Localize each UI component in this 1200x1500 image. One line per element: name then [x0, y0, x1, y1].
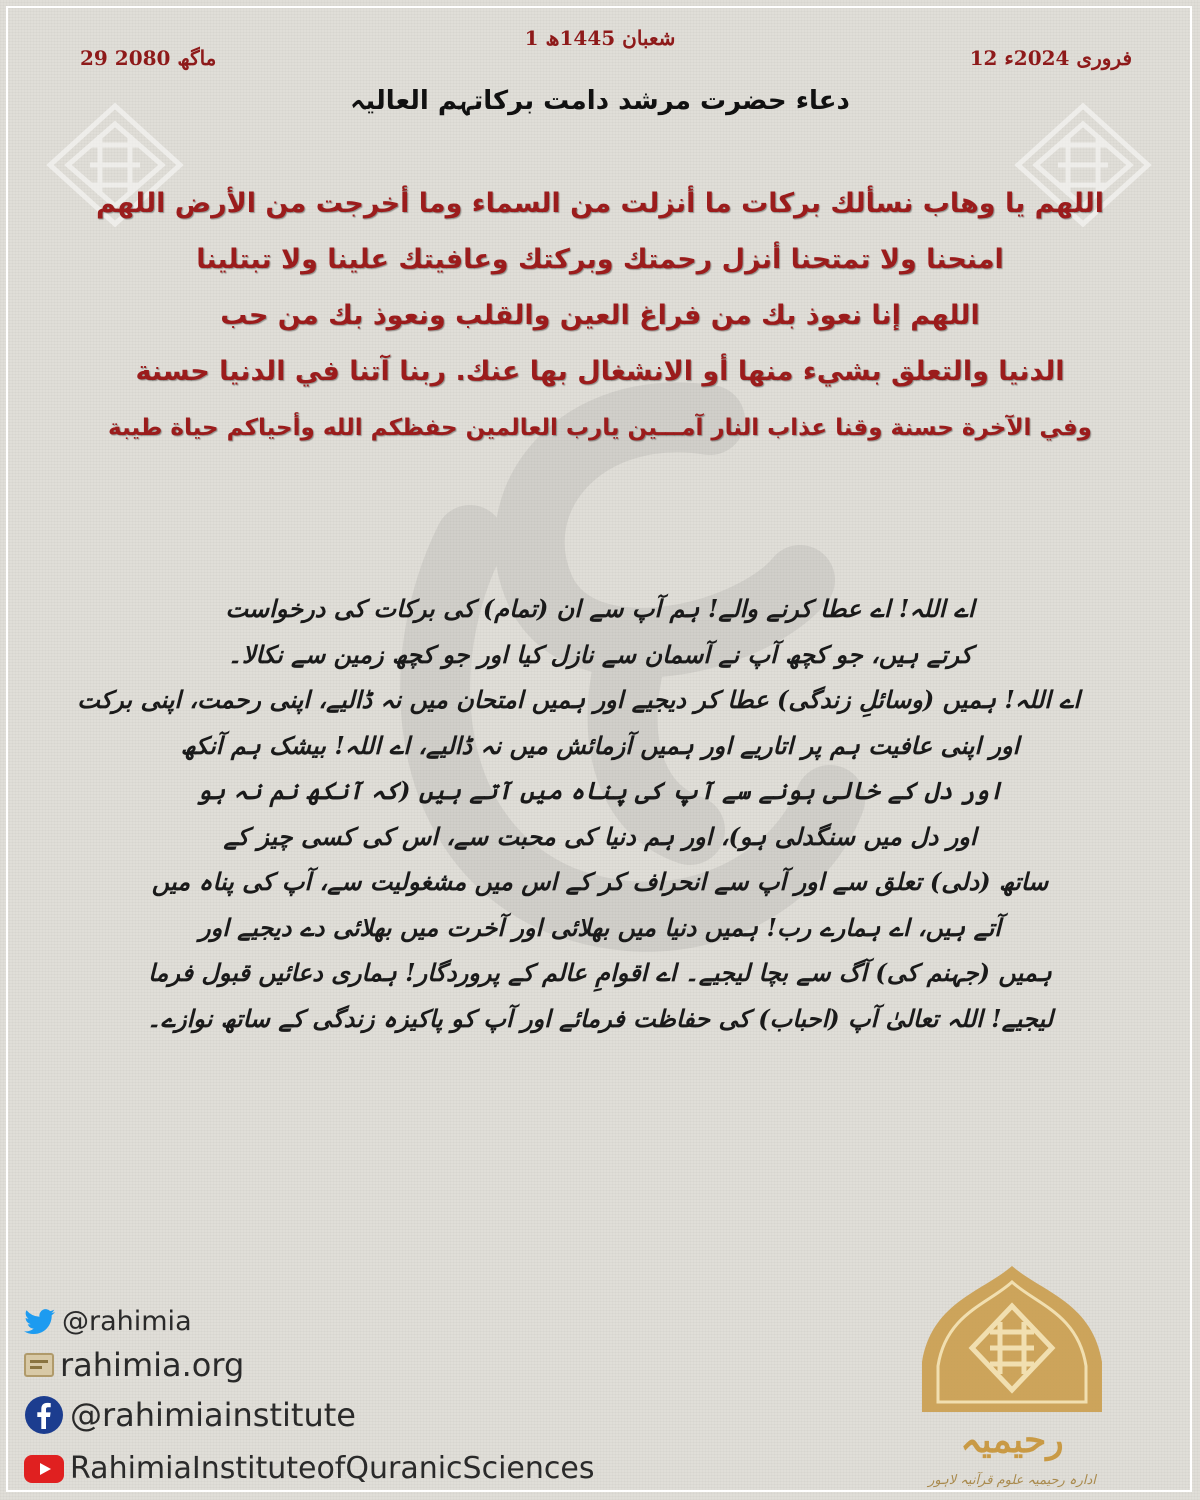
- twitter-handle: @rahimia: [62, 1306, 192, 1337]
- arabic-line: اللهم إنا نعوذ بك من فراغ العين والقلب ونعوذ بك من حب: [220, 300, 980, 331]
- facebook-link[interactable]: [24, 1395, 356, 1435]
- youtube-icon: [24, 1455, 64, 1483]
- web-icon: [24, 1352, 54, 1378]
- hijri-date: 1 شعبان 1445ھ: [524, 26, 676, 50]
- youtube-link[interactable]: [24, 1451, 594, 1486]
- page-title: دعاء حضرت مرشد دامت برکاتہم العالیہ: [350, 86, 850, 116]
- gregorian-bikrami-date: 29 ماگھ 2080: [80, 46, 217, 70]
- urdu-line: اور اپنی عافیت ہم پر اتاریے اور ہمیں آزمائش میں نہ ڈالیے، اے اللہ! بیشک ہم آنکھ: [180, 730, 1020, 760]
- twitter-link[interactable]: [24, 1306, 192, 1337]
- youtube-channel: RahimiaInstituteofQuranicSciences: [70, 1451, 595, 1486]
- gregorian-date: 12 فروری 2024ء: [969, 46, 1132, 70]
- twitter-icon: [24, 1309, 56, 1335]
- urdu-line: ہمیں (جہنم کی) آگ سے بچا لیجیے۔ اے اقوامِ عالم کے پروردگار! ہماری دعائیں قبول فرما: [148, 958, 1052, 987]
- arabic-dua: [80, 176, 1120, 456]
- website-link[interactable]: [24, 1346, 244, 1384]
- urdu-translation: [77, 586, 1080, 1041]
- arabic-line: وفي الآخرة حسنة وقنا عذاب النار آمـــين يارب العالمين حفظكم الله وأحياكم حياة طيبة: [108, 415, 1092, 441]
- arabic-line: الدنيا والتعلق بشيء منها أو الانشغال بها عنك. ربنا آتنا في الدنيا حسنة: [135, 356, 1065, 387]
- urdu-line: اے اللہ! ہمیں (وسائلِ زندگی) عطا کر دیجیے اور ہمیں امتحان میں نہ ڈالیے، اپنی رحمت، اپنی برکت: [77, 685, 1080, 714]
- logo-name: رحیمیہ: [960, 1419, 1064, 1461]
- website-url: rahimia.org: [60, 1346, 245, 1384]
- urdu-line: اور دل میں سنگدلی ہو)، اور ہم دنیا کی محبت سے، اس کی کسی چیز کے: [223, 821, 977, 851]
- arabic-line: امنحنا ولا تمتحنا أنزل رحمتك وبركتك وعافيتك علينا ولا تبتلينا: [196, 244, 1004, 275]
- urdu-line: کرتے ہیں، جو کچھ آپ نے آسمان سے نازل کیا اور جو کچھ زمین سے نکالا۔: [227, 639, 973, 669]
- facebook-handle: @rahimiainstitute: [70, 1396, 356, 1434]
- urdu-line: ساتھ (دلی) تعلق سے اور آپ سے انحراف کر کے اس میں مشغولیت سے، آپ کی پناہ میں: [151, 867, 1049, 896]
- facebook-icon: [24, 1395, 64, 1435]
- urdu-line: آتے ہیں، اے ہمارے رب! ہمیں دنیا میں بھلائی اور آخرت میں بھلائی دے دیجیے اور: [199, 912, 1001, 942]
- arabic-line: اللهم يا وهاب نسألك بركات ما أنزلت من السماء وما أخرجت من الأرض اللهم: [95, 188, 1105, 219]
- rahimia-logo: [912, 1262, 1112, 1494]
- urdu-line: اے اللہ! اے عطا کرنے والے! ہم آپ سے ان (تمام) کی برکات کی درخواست: [225, 594, 975, 623]
- urdu-line: اور دل کے خالی ہونے سے آپ کی پناہ میں آتے ہیں (کہ آنکھ نم نہ ہو: [197, 776, 1003, 805]
- urdu-line: لیجیے! اللہ تعالیٰ آپ (احباب) کی حفاظت فرمائے اور آپ کو پاکیزہ زندگی کے ساتھ نوازے۔: [146, 1003, 1054, 1033]
- rahimia-logo-icon: [912, 1262, 1112, 1494]
- logo-subtitle: ادارہ رحیمیہ علوم قرآنیہ لاہور: [928, 1473, 1096, 1488]
